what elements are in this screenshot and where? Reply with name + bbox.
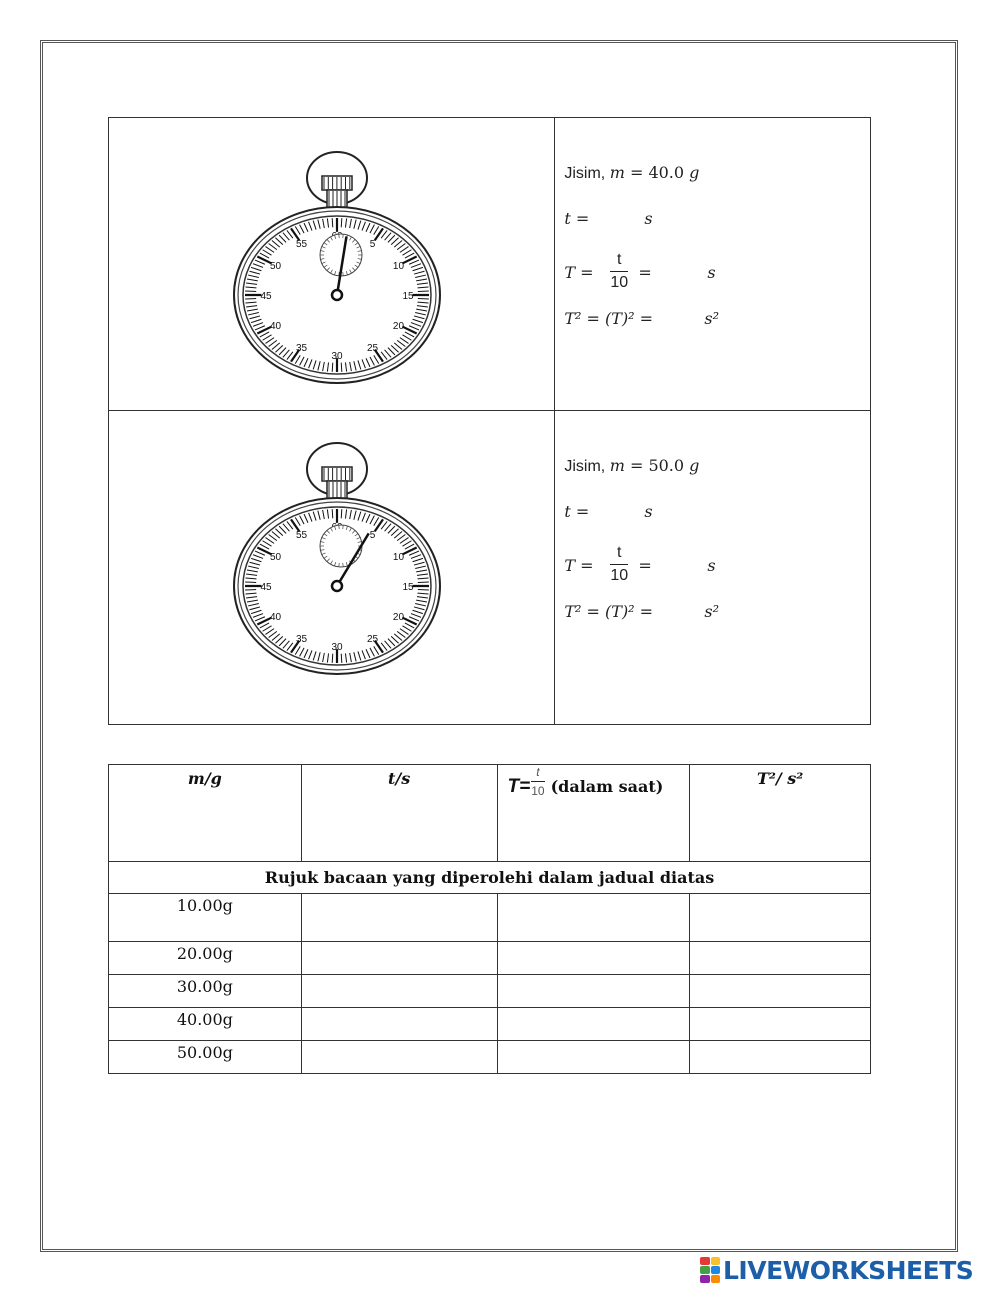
header-time: t/s xyxy=(301,765,497,862)
logo-text: LIVEWORKSHEETS xyxy=(723,1255,974,1285)
dial-number: 10 xyxy=(392,261,405,272)
calc-cell-1 xyxy=(555,118,871,411)
dial-number: 15 xyxy=(402,582,414,593)
period-answer-cell[interactable] xyxy=(497,894,690,942)
t-over-10-fraction xyxy=(610,544,628,585)
fraction-numerator: t xyxy=(610,251,628,272)
t-over-10-fraction xyxy=(610,251,628,292)
T-equals: = xyxy=(638,263,652,282)
logo-icon xyxy=(700,1257,720,1283)
stopwatch-table xyxy=(108,117,871,725)
header-period xyxy=(497,765,690,862)
dial-number: 35 xyxy=(295,633,308,645)
minute-subdial xyxy=(320,525,362,567)
dial-number: 50 xyxy=(269,261,282,272)
note-row xyxy=(109,862,871,894)
dial-number: 30 xyxy=(331,642,343,653)
t-unit: s xyxy=(644,502,653,521)
period-answer-cell[interactable] xyxy=(497,942,690,975)
reference-note: Rujuk bacaan yang diperolehi dalam jadual diatas xyxy=(109,862,871,894)
fraction-numerator: t xyxy=(610,544,628,565)
crown-button xyxy=(322,467,352,501)
period-answer-cell[interactable] xyxy=(497,1041,690,1074)
mass-unit: g xyxy=(689,456,700,475)
T-lhs: T = xyxy=(564,263,594,282)
stopwatch-cell-1 xyxy=(109,118,555,411)
dial-number: 5 xyxy=(369,530,376,542)
T-unit: s xyxy=(707,263,716,282)
mass-label: Jisim, xyxy=(564,165,610,182)
dial-number: 50 xyxy=(269,552,282,563)
stopwatch-row-2 xyxy=(109,411,871,725)
dial-number: 5 xyxy=(369,239,376,251)
dial-number: 10 xyxy=(392,552,405,563)
dial-number: 45 xyxy=(260,582,272,593)
dial-number: 20 xyxy=(392,321,405,332)
results-header-row xyxy=(109,765,871,862)
T2-line: T² = (T)² = xyxy=(564,309,654,328)
dial-number: 20 xyxy=(392,612,405,623)
dial-number: 40 xyxy=(269,612,282,623)
stopwatch-image-1 xyxy=(227,150,447,390)
header-fraction-denominator: 10 xyxy=(531,784,545,798)
time-answer-cell[interactable] xyxy=(301,1008,497,1041)
T2-unit: s² xyxy=(704,602,719,621)
table-row xyxy=(109,894,871,942)
time-answer-cell[interactable] xyxy=(301,1041,497,1074)
period-squared-answer-cell[interactable] xyxy=(690,975,871,1008)
t-unit: s xyxy=(644,209,653,228)
mass-cell: 20.00g xyxy=(109,942,302,975)
dial-number: 40 xyxy=(269,321,282,332)
period-answer-cell[interactable] xyxy=(497,1008,690,1041)
table-row xyxy=(109,1008,871,1041)
fraction-denominator: 10 xyxy=(610,567,629,584)
time-answer-cell[interactable] xyxy=(301,975,497,1008)
T-unit: s xyxy=(707,556,716,575)
dial-number: 55 xyxy=(295,239,308,251)
mass-value: = 50.0 xyxy=(624,456,690,475)
results-table xyxy=(108,764,871,1074)
mass-unit: g xyxy=(689,163,700,182)
mass-cell: 50.00g xyxy=(109,1041,302,1074)
mass-var: m xyxy=(609,163,625,182)
calc-cell-2 xyxy=(555,411,871,725)
stopwatch-row-1 xyxy=(109,118,871,411)
crown-button xyxy=(322,176,352,210)
stopwatch-cell-2 xyxy=(109,411,555,725)
header-fraction-numerator: t xyxy=(531,765,544,782)
period-squared-answer-cell[interactable] xyxy=(690,942,871,975)
header-period-suffix: (dalam saat) xyxy=(550,777,664,796)
table-row xyxy=(109,942,871,975)
mass-label: Jisim, xyxy=(564,458,610,475)
mass-cell: 30.00g xyxy=(109,975,302,1008)
hand-pivot xyxy=(332,290,342,300)
time-answer-cell[interactable] xyxy=(301,942,497,975)
dial-number: 45 xyxy=(260,291,272,302)
liveworksheets-logo[interactable] xyxy=(700,1253,973,1287)
period-squared-answer-cell[interactable] xyxy=(690,894,871,942)
dial-number: 30 xyxy=(331,351,343,362)
mass-cell: 10.00g xyxy=(109,894,302,942)
header-period-fraction xyxy=(531,765,544,798)
T-lhs: T = xyxy=(564,556,594,575)
time-answer-cell[interactable] xyxy=(301,894,497,942)
dial-number: 15 xyxy=(402,291,414,302)
dial-number: 25 xyxy=(366,633,379,645)
mass-value: = 40.0 xyxy=(624,163,690,182)
hand-pivot xyxy=(332,581,342,591)
T2-line: T² = (T)² = xyxy=(564,602,654,621)
period-squared-answer-cell[interactable] xyxy=(690,1008,871,1041)
header-period-squared: T²/ s² xyxy=(690,765,871,862)
table-row xyxy=(109,1041,871,1074)
header-period-prefix: T= xyxy=(507,775,531,797)
period-answer-cell[interactable] xyxy=(497,975,690,1008)
period-squared-answer-cell[interactable] xyxy=(690,1041,871,1074)
dial-number: 25 xyxy=(366,342,379,354)
dial-number: 35 xyxy=(295,342,308,354)
t-line: t = xyxy=(564,209,590,228)
T-equals: = xyxy=(638,556,652,575)
stopwatch-image-2 xyxy=(227,441,447,701)
header-mass: m/g xyxy=(109,765,302,862)
mass-cell: 40.00g xyxy=(109,1008,302,1041)
fraction-denominator: 10 xyxy=(610,274,629,291)
mass-var: m xyxy=(609,456,625,475)
table-row xyxy=(109,975,871,1008)
T2-unit: s² xyxy=(704,309,719,328)
t-line: t = xyxy=(564,502,590,521)
dial-number: 55 xyxy=(295,530,308,542)
